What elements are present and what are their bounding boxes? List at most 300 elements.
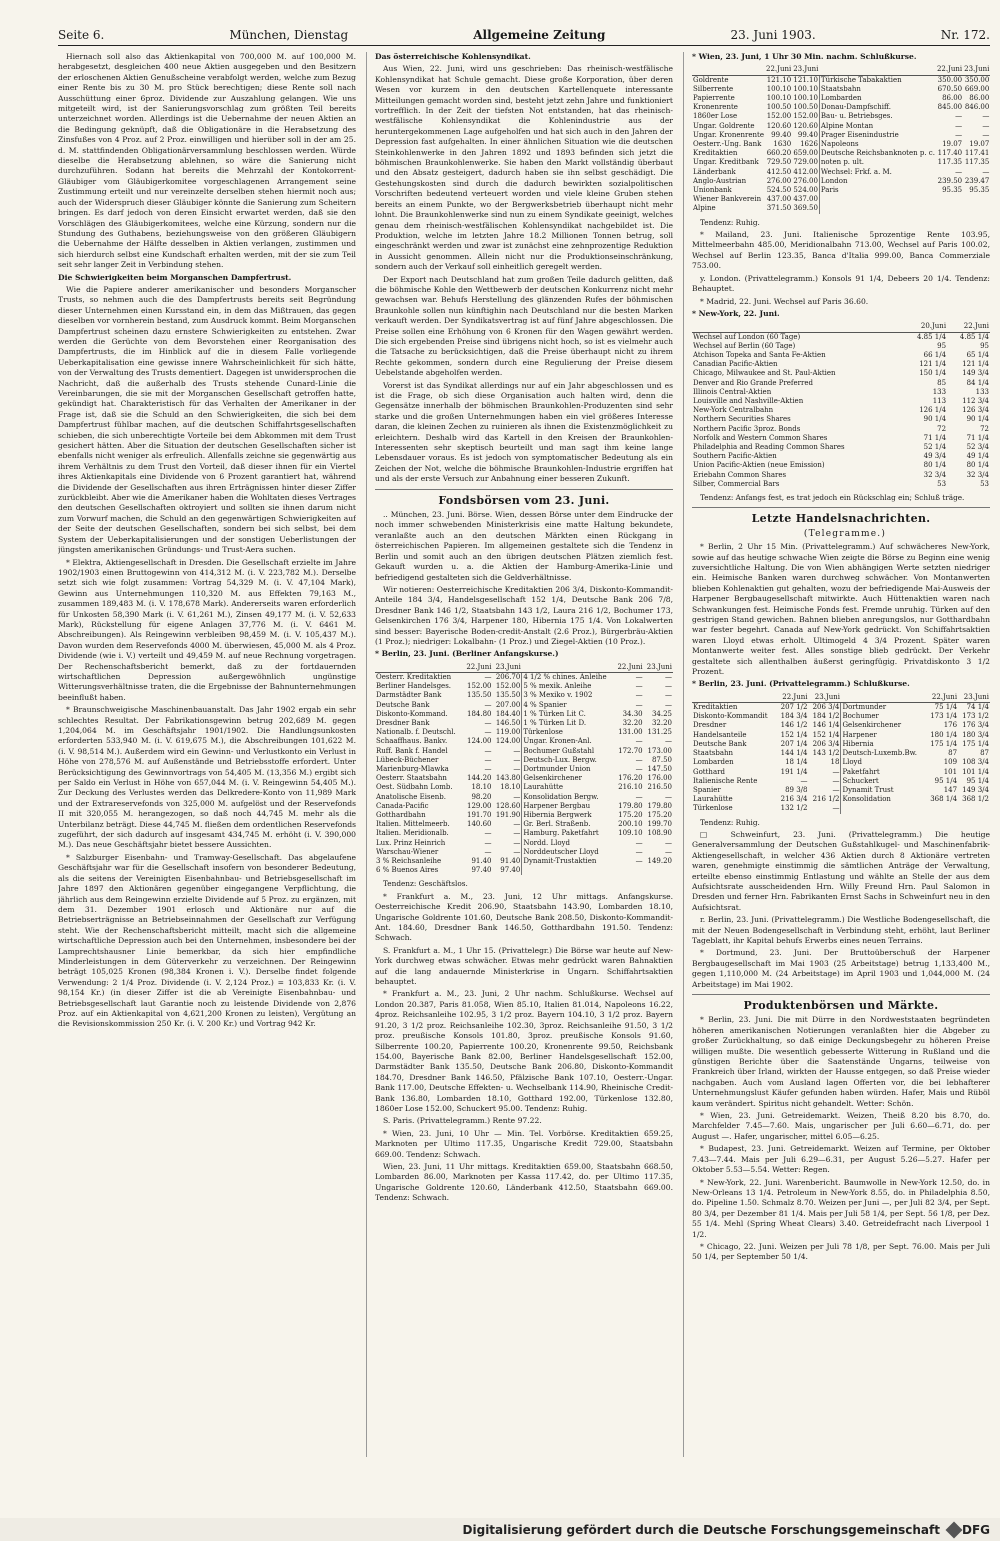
table-row (692, 452, 990, 461)
table-row (692, 342, 990, 351)
table-cell: 87 (948, 749, 958, 758)
table-cell: Gelsenkirchener (522, 774, 614, 783)
running-head (58, 28, 990, 46)
table-row (692, 804, 990, 813)
table-row (692, 768, 990, 777)
table-cell: 112 3/4 (962, 396, 989, 405)
table-cell: 412.00 (793, 167, 818, 176)
table-row (375, 719, 673, 728)
table-cell: 53 (980, 479, 989, 488)
table-cell: 146.50 (495, 718, 521, 727)
table-cell: Alpine (693, 204, 716, 213)
column-3 (683, 52, 990, 1457)
table-cell: Kreditaktien (693, 149, 738, 158)
table-cell: Gelsenkirchener (841, 721, 926, 730)
table-cell: — (635, 755, 643, 764)
table-cell: 149.20 (647, 857, 672, 866)
table-cell: 669.00 (964, 84, 990, 93)
table-cell: 71 1/4 (966, 433, 989, 442)
table-cell: — (635, 700, 643, 709)
table-cell: 199.70 (647, 820, 672, 829)
table-cell: 3 % Reichsanleihe (376, 857, 442, 866)
table-cell: 117.40 (937, 149, 963, 158)
table-cell: — (982, 121, 990, 130)
table-cell: Dortmunder (841, 703, 926, 713)
table-cell: 1626 (800, 140, 818, 149)
table-cell: Ungar. Kreditbank (693, 158, 759, 167)
table-cell: Silber, Commercial Bars (693, 479, 780, 488)
table-cell: 49 1/4 (966, 452, 989, 461)
table-row (692, 122, 990, 131)
article-text: Wir notieren: Oesterreichische Kreditaktien 206 3/4, Diskonto-Kommandit-Anteile 184 3/4, Handelsgesellschaft 152 1/4, Deutsche Bank 206 7/8, Dresdner Bank 146 1/2, Staatsbahn 143 1/2, Laura 216 1/2, Bochumer 173, Gelsenkirchen 176 3/4, Harpener 180, Hibernia 175 1/4. Von Lokalwerten sind besser: Bayerische Boden-credit-Anstalt (2.6 Proz.), Bürgerbräu-Aktien (1 Proz.); niedriger: Lokalbahn- (1 Proz.) und Ziegel-Aktien (10 Proz.). (375, 584, 673, 646)
table-cell: Silberrente (693, 84, 734, 93)
table-cell: 179.80 (618, 801, 643, 810)
table-cell: 100.10 (793, 84, 818, 93)
table-cell: Lübeck-Büchener (376, 755, 439, 764)
article-text: * Madrid, 22. Juni. Wechsel auf Paris 36.60. (700, 296, 869, 306)
table-cell: Türkische Tabakaktien (819, 75, 936, 85)
table-row (692, 351, 990, 360)
table-cell: 176.20 (618, 774, 643, 783)
table-cell: Konsolidation (841, 795, 926, 804)
table-cell: Konsolidation Bergw. (522, 793, 614, 802)
table-cell: 173 1/4 (930, 712, 958, 721)
issue-date: 23. Juni 1903. (730, 28, 816, 42)
table-cell: 369.50 (793, 204, 818, 213)
table-cell: 91.40 (471, 857, 492, 866)
article-text: Wien, 23. Juni, 11 Uhr mittags. Kreditaktien 659.00, Staatsbahn 668.50, Lombarden 86.00, Marknoten per Kassa 117.42, do. per Ultimo 117.35, Ungarische Goldrente 120.60, Länderbank 412.50, Staatsbahn 669.00. Tendenz: Schwach. (375, 1161, 673, 1203)
table-cell: 276.00 (793, 176, 818, 185)
table-cell: 121 1/4 (962, 360, 989, 369)
table-row (692, 777, 990, 786)
table-cell: 140.60 (467, 820, 492, 829)
table-row (375, 728, 673, 737)
table-header-cell (819, 65, 936, 75)
table-cell: 18 (830, 758, 840, 767)
table-cell: 184 1/2 (812, 712, 840, 721)
table-cell: 175 1/4 (930, 739, 958, 748)
table-cell: 184 3/4 (780, 712, 808, 721)
table-cell: Illinois Central-Aktien (693, 387, 772, 396)
table-cell: 120.60 (766, 121, 792, 130)
quote-table (692, 693, 990, 814)
table-cell: Wechsel auf Berlin (60 Tage) (693, 341, 796, 350)
table-cell: 32 3/4 (923, 470, 947, 479)
table-cell: 191 1/4 (780, 767, 808, 776)
table-cell: — (513, 764, 521, 773)
table-cell: Länderbank (693, 167, 736, 176)
table-cell: 18.10 (500, 783, 521, 792)
columns (58, 52, 990, 1457)
table-cell: 117.35 (964, 158, 990, 167)
table-header-cell: 23.Juni (644, 663, 673, 673)
table-cell: 65 1/4 (966, 350, 989, 359)
table-cell: 146 1/2 (780, 721, 808, 730)
table-cell: Gotthardbahn (376, 811, 426, 819)
table-cell: Prager Eisenindustrie (819, 131, 936, 140)
table-row (375, 811, 673, 820)
table-cell: Diskonto-Kommandit (693, 712, 768, 721)
article-text: * Dortmund, 23. Juni. Der Bruttoüberschuß der Harpener Bergbaugesellschaft im Mai 1903 (25 Arbeitstage) betrug 1,133,400 M., gegen 1,110,000 M. (24 Arbeitstage) im April 1903 und 1,044,000 M. (24 Arbeitstage) im Mai 1902. (692, 948, 990, 989)
table-row (375, 829, 673, 838)
table-cell: 120.60 (793, 121, 818, 130)
article-text: S. Paris. (Privattelegramm.) Rente 97.22. (383, 1116, 542, 1126)
table-cell: 99.40 (797, 130, 818, 139)
table-cell: 135.50 (495, 691, 521, 700)
table-cell: 207 1/4 (780, 739, 808, 748)
table-cell: Schuckert (841, 777, 926, 786)
table-row (692, 415, 990, 424)
table-row (692, 388, 990, 397)
table-header-cell: 22.Juni (766, 65, 792, 74)
table-cell: Wechsel: Frkf. a. M. (819, 168, 936, 177)
table-cell: 121.10 (766, 75, 792, 84)
table-cell: 1 % Türken Lit D. (522, 719, 614, 728)
table-cell: 126 3/4 (962, 406, 989, 415)
table-cell: 131.25 (647, 728, 672, 737)
table-cell: 66 1/4 (923, 350, 947, 359)
table-cell: Lombarden (693, 758, 734, 767)
table-cell: 1860er Lose (693, 112, 738, 121)
table-cell: 368 1/4 (930, 795, 958, 804)
table-cell (819, 204, 936, 213)
table-heading: * New-York, 22. Juni. (692, 308, 780, 318)
article-text: Der Export nach Deutschland hat zum großen Teile dadurch gelitten, daß die böhmische Kohle den Wettbewerb der deutschen Konkurrenz nicht mehr gewachsen war. Behufs Herstellung des glänzenden Rufes der böhmischen Braunkohle sollen nun künftighin nach Deutschland nur die besten Marken verkauft werden. Der Syndikatsvertrag ist auf fünf Jahre abgeschlossen. Die Preise sollen eine Erhöhung von 6 Kronen für den Wagen gewährt werden. Die sich ergebenden Preise sind übrigens nicht hoch, so ist es vielmehr auch die Tatsache zu berücksichtigen, daß die Preise überhaupt nicht zu ihrem Rechte gekommen, sondern durch eine Regulierung der Preise diesem Uebelstande abgeholfen werden. (375, 274, 673, 378)
table-cell: 216 3/4 (780, 795, 808, 804)
table-cell: 149 3/4 (962, 369, 989, 378)
table-row (375, 756, 673, 765)
table-cell: Bochumer Gußstahl (522, 747, 614, 756)
table-cell: 206.70 (495, 672, 521, 681)
table-cell: Spanier (693, 785, 721, 794)
table-cell: 437.00 (766, 195, 792, 204)
column-1 (58, 52, 356, 1457)
digitization-footer (0, 1518, 1000, 1541)
table-cell: Harpener Bergbau (522, 802, 614, 811)
tendency-note: Tendenz: Geschäftslos. (383, 879, 468, 889)
table-cell: 5 % mexik. Anleihe (522, 682, 614, 691)
article-text: * Frankfurt a. M., 23. Juni, 12 Uhr mittags. Anfangskurse. Oesterreichische Kredit 206.90, Staatsbahn 143.90, Lombarden 18.10, Ungarische Goldrente 101.60, Deutsche Bank 208.50, Diskonto-Kommandit-Ant. 184.60, Dresdner Bank 146.50, Gotthardbahn 191.50. Tendenz: Schwach. (375, 891, 673, 943)
table-cell: 71 1/4 (923, 433, 947, 442)
table-cell: 176 (943, 721, 958, 730)
table-cell: 4 % Spanier (522, 701, 614, 710)
table-cell: 19.07 (942, 140, 963, 149)
table-cell: 80 1/4 (923, 461, 947, 470)
table-row (692, 75, 990, 85)
table-cell: — (635, 682, 643, 691)
table-cell: Laurahütte (522, 783, 614, 792)
table-cell: Goldrente (693, 75, 729, 84)
table-cell: Wiener Bankverein (693, 195, 762, 204)
table-cell: 1 % Türken Lit C. (522, 710, 614, 719)
table-cell: 97.40 (471, 866, 492, 875)
table-cell: 437.00 (793, 195, 818, 204)
table-header-cell (692, 693, 777, 703)
table-cell: Hamburg. Paketfahrt (522, 829, 614, 838)
table-heading: * Wien, 23. Juni, 1 Uhr 30 Min. nachm. Schlußkurse. (692, 52, 917, 61)
table-cell: 87 (980, 749, 989, 758)
table-cell: — (955, 130, 963, 139)
table-cell: 179.80 (647, 801, 672, 810)
table-cell: — (513, 792, 521, 801)
table-cell: Dresdner (693, 721, 727, 730)
table-cell: 124.00 (467, 737, 492, 746)
table-header-cell: 22.Juni (926, 693, 958, 703)
table-header-cell (522, 663, 614, 673)
table-cell: Dortmunder Union (522, 765, 614, 774)
table-row (692, 332, 990, 342)
article-text: r. Berlin, 23. Juni. (Privattelegramm.) Die Westliche Bodengesellschaft, die mit der Neuen Bodengesellschaft in Verbindung steht, erhöht, laut Berliner Tageblatt, ihr Kapital behufs Erwerbs eines neuen Terrains. (692, 915, 990, 945)
table-cell: Oesterr. Kreditaktien (376, 672, 452, 681)
divider (692, 994, 990, 995)
table-row (692, 703, 990, 713)
table-cell: Lombarden (819, 94, 936, 103)
dfg-logo (948, 1523, 990, 1537)
table-cell: 4.85 1/4 (959, 332, 989, 341)
table-cell: 91.40 (500, 857, 521, 866)
table-cell: 180 3/4 (962, 730, 989, 739)
table-cell: — (665, 682, 672, 691)
table-cell: Chicago, Milwaukee and St. Paul-Aktien (693, 369, 836, 378)
table-cell: Ruff. Bank f. Handel (376, 746, 448, 755)
table-cell: 34.30 (622, 709, 643, 718)
table-cell (963, 204, 990, 213)
quote-table (375, 663, 673, 876)
table-cell: — (635, 838, 643, 847)
table-cell: 191.90 (495, 811, 521, 819)
tendency-note: Tendenz: Ruhig. (700, 217, 760, 227)
table-cell: Dresdner Bank (376, 718, 430, 727)
table-cell: 108.90 (647, 829, 672, 838)
article-text: * Mailand, 23. Juni. Italienische 5prozentige Rente 103.95, Mittelmeerbahn 485.00, Meridionalbahn 713.00, Wechsel auf Paris 100.02, Wechsel auf Berlin 123.35, Banca d'Italia 999.00, Banca Commerziale 753.00. (692, 230, 990, 271)
table-header-row (692, 65, 990, 75)
table-cell: 216 1/2 (812, 795, 840, 804)
table-cell: — (484, 746, 492, 755)
article-text: .. München, 23. Juni. Börse. Wien, dessen Börse unter dem Eindrucke der noch immer schwebenden Ministerkrisis eine matte Haltung bekundete, veranlaßte auch an den deutschen Märkten einen Rückgang in österreichischen Papieren. Im allgemeinen gestaltete sich die Tendenz in Berlin und somit auch an den übrigen deutschen Plätzen ziemlich fest. Gekauft wurden u. a. die Aktien der Hamburg-Amerika-Linie und befriedigend gestalteten sich die Geldverhältnisse. (375, 510, 673, 582)
article-text: * New-York, 22. Juni. Warenbericht. Baumwolle in New-York 12.50, do. in New-Orleans 13 1/4. Petroleum in New-York 8.55, do. in Philadelphia 8.50, do. Pipeline 1.50. Schmalz 8.70. Weizen per Juni —, per Juli 82 3/4, per Sept. 80 3/4, per Dezember 81 1/4. Mais per Juli 58 1/4, per Sept. 56 1/8, per Dez. 55 1/4. Mehl (Spring Wheat Clears) 3.40. Getreidefracht nach Liverpool 1 1/2. (692, 1177, 990, 1239)
table-cell: — (665, 691, 672, 700)
table-row (692, 360, 990, 369)
table-cell: Union Pacific-Aktien (neue Emission) (693, 461, 825, 470)
table-cell: noten p. ult. (819, 158, 936, 167)
table-cell: — (484, 718, 492, 727)
table-row (692, 379, 990, 388)
table-cell: Hibernia Bergwerk (522, 811, 614, 820)
table-cell: 206 3/4 (812, 739, 840, 748)
table-cell: 129.00 (467, 801, 492, 810)
table-cell: — (982, 130, 990, 139)
table-cell: 135.50 (467, 691, 492, 700)
table-cell: — (832, 785, 840, 794)
table-cell: 207.00 (495, 700, 521, 709)
table-cell (644, 866, 673, 875)
table-cell: — (635, 764, 643, 773)
table-cell: 121 1/4 (919, 360, 947, 369)
table-cell: 173.00 (647, 746, 672, 755)
tendency-note: Tendenz: Ruhig. (700, 817, 760, 827)
table-cell: 149 3/4 (962, 785, 989, 794)
section-heading: Fondsbörsen vom 23. Juni. (438, 493, 610, 507)
table-cell: 143 1/2 (812, 749, 840, 758)
table-cell: 152 1/4 (780, 730, 808, 739)
table-cell: 80 1/4 (966, 461, 989, 470)
table-cell: 72 (980, 424, 989, 433)
table-cell: Laurahütte (693, 795, 733, 804)
table-row (375, 802, 673, 811)
table-cell: — (955, 112, 963, 121)
table-cell: — (513, 755, 521, 764)
table-cell: 206 3/4 (812, 703, 840, 712)
table-cell (841, 804, 926, 813)
table-row (692, 149, 990, 158)
table-cell: Napoleons (819, 140, 936, 149)
table-cell: 53 (937, 479, 947, 488)
table-cell: 207 1/2 (780, 703, 808, 712)
table-cell: — (484, 755, 492, 764)
table-cell: Deutsche Bank (693, 739, 747, 748)
table-cell: 150 1/4 (919, 369, 947, 378)
article-text: y. London. (Privattelegramm.) Konsols 91 1/4, Debeers 20 1/4. Tendenz: Behauptet. (692, 273, 990, 294)
article-text: * Budapest, 23. Juni. Getreidemarkt. Weizen auf Termine, per Oktober 7.43—7.44. Mais per Juli 6.29—6.31, per August 5.26—5.27. Hafer per Oktober 5.53—5.54. Wetter: Regen. (692, 1144, 990, 1175)
table-header-cell (375, 663, 463, 673)
table-cell: — (955, 167, 963, 176)
table-header-cell: 22.Juni (614, 663, 643, 673)
table-cell: 32.20 (651, 718, 672, 727)
article-text: * Wien, 23. Juni, 10 Uhr — Min. Tel. Vorbörse. Kreditaktien 659.25, Marknoten per Ultimo 117.35, Ungarische Kredit 729.00, Staatsbahn 669.00. Tendenz: Schwach. (375, 1128, 673, 1159)
table-cell: 180 1/4 (930, 730, 958, 739)
table-cell: 4 1/2 % chines. Anleihe (522, 672, 614, 682)
table-cell: Bochumer (841, 712, 926, 721)
table-cell: Deutsch-Luxemb.Bw. (841, 749, 926, 758)
divider (692, 507, 990, 508)
table-row (692, 795, 990, 804)
table-cell: Louisville and Nashville-Aktien (693, 396, 804, 405)
table-cell (819, 195, 936, 204)
table-row (692, 103, 990, 112)
table-cell: — (832, 776, 840, 785)
table-cell: 86.00 (969, 94, 990, 103)
table-cell: 200.10 (618, 820, 643, 829)
table-cell: 371.50 (766, 204, 792, 213)
table-cell: Dynamit-Trustaktien (522, 857, 614, 866)
table-cell: Diskonto-Kommand. (376, 709, 448, 718)
table-cell: 1630 (773, 140, 792, 149)
table-cell: Oesterr. Staatsbahn (376, 774, 447, 783)
table-cell: 131.00 (618, 728, 643, 737)
table-cell: — (832, 804, 840, 813)
article-text: * Wien, 23. Juni. Getreidemarkt. Weizen, Theiß 8.20 bis 8.70, do. Marchfelder 7.45—7.60. Mais, ungarischer per Juli 6.60—6.71, do. per August —. Hafer, ungarischer, mittel 6.05—6.25. (692, 1111, 990, 1141)
table-row (375, 682, 673, 691)
table-cell: 100.50 (793, 103, 818, 112)
table-cell: 845.00 (937, 103, 963, 112)
table-row (692, 112, 990, 121)
table-cell: 147.50 (647, 764, 672, 773)
table-cell: — (800, 776, 808, 785)
table-cell: Paris (819, 186, 936, 195)
column-2 (366, 52, 673, 1457)
table-cell: 133 (975, 387, 989, 396)
table-cell: Kreditaktien (693, 703, 738, 712)
article-text: S. Frankfurt a. M., 1 Uhr 15. (Privattelegr.) Die Börse war heute auf New-York durchweg etwas schwächer. Etwas mehr gedrückt waren Bahnaktien auf die lang andauernde Ministerkrise in Ungarn. Schiffahrtsaktien behauptet. (375, 945, 673, 987)
table-cell: 173 1/2 (962, 712, 989, 721)
table-cell: Philadelphia and Reading Common Shares (693, 442, 845, 451)
table-row (692, 731, 990, 740)
table-cell: 524.50 (766, 186, 792, 195)
table-cell: Northern Securities Shares (693, 415, 791, 424)
table-cell: Warschau-Wiener (376, 847, 439, 856)
table-cell: Marienburg-Mlawka (376, 764, 449, 773)
table-cell: 97.40 (500, 866, 521, 875)
table-cell: Kronenrente (693, 103, 738, 112)
table-cell: 4.85 1/4 (916, 332, 947, 341)
table-cell: 659.00 (793, 149, 818, 158)
table-row (692, 406, 990, 415)
table-cell: Gotthard (693, 767, 725, 776)
table-cell: Nationalb. f. Deutschl. (376, 728, 456, 737)
article-text: * Berlin, 2 Uhr 15 Min. (Privattelegramm.) Auf schwächeres New-York, sowie auf das heutige schwache Wien zeigte die Börse zu Beginn eine wenig zuversichtliche Haltung. Die von Wien abhängigen Werte setzten niedriger ein. Heimische Banken waren durchweg schwächer. Von Montanwerten blieben Kohlenaktien gut gehalten, wozu der befriedigende Mai-Ausweis der Harpener Bergbaugesellschaft mitwirkte. Auch Hüttenaktien waren nach Schwankungen fest. Heimische Fonds fest. Fremde unruhig. Türken auf den gestrigen Stand gewichen. Bahnen blieben anregungslos, nur Gotthardbahn war fester begehrt. Canada auf New-York gedrückt. Von Schiffahrtsaktien waren Lloyd etwas erholt. Ultimogeld 4 3/4 Prozent. Später waren Montanwerte weiter fest. Alles sonstige blieb gedrückt. Der Verkehr gestaltete sich allenthalben äußerst geringfügig. Privatdiskonto 3 1/2 Prozent. (692, 542, 990, 677)
table-cell: London (819, 177, 936, 186)
table-row (375, 691, 673, 700)
table-cell: 172.70 (618, 746, 643, 755)
table-cell: — (665, 700, 672, 709)
table-cell: 109.10 (618, 829, 643, 838)
table-cell: — (513, 820, 521, 829)
table-cell: 3 % Mexiko v. 1902 (522, 691, 614, 700)
table-header-cell (841, 693, 926, 703)
table-cell: Papierrente (693, 94, 735, 103)
table-row (692, 758, 990, 767)
table-cell: 146 1/4 (812, 721, 840, 730)
funding-note: Digitalisierung gefördert durch die Deutsche Forschungsgemeinschaft (462, 1522, 940, 1537)
table-cell: Unionbank (693, 186, 732, 195)
table-heading: * Berlin, 23. Juni. (Privattelegramm.) Schlußkurse. (692, 679, 910, 689)
table-cell: Dynamit Trust (841, 786, 926, 795)
table-cell: Harpener (841, 731, 926, 740)
table-cell: 184.40 (495, 709, 521, 718)
table-cell: 176.00 (647, 774, 672, 783)
table-cell: Staatsbahn (819, 85, 936, 94)
table-cell: 98.20 (471, 792, 492, 801)
table-cell: — (665, 737, 672, 746)
table-cell: Nordd. Lloyd (522, 839, 614, 848)
table-cell: 276.00 (766, 176, 792, 185)
table-cell: 100.10 (766, 94, 792, 103)
table-row (692, 749, 990, 758)
table-cell: 32.20 (622, 718, 643, 727)
table-cell: 175.20 (618, 811, 643, 819)
table-row (375, 820, 673, 829)
table-row (692, 168, 990, 177)
table-cell: Handelsanteile (693, 730, 747, 739)
article-heading: Das österreichische Kohlensyndikat. (375, 52, 531, 61)
table-cell: Schaaffhaus. Bankv. (376, 737, 448, 746)
table-row (692, 397, 990, 406)
table-cell: 18 1/4 (785, 758, 808, 767)
table-cell: 126 1/4 (919, 406, 947, 415)
table-cell: 152.00 (495, 682, 521, 691)
table-cell: — (484, 838, 492, 847)
table-row (692, 480, 990, 489)
table-cell: 101 1/4 (962, 767, 989, 776)
place-day: München, Dienstag (229, 28, 349, 42)
table-cell: Anglo-Austrian (693, 176, 747, 185)
table-cell: 368 1/2 (962, 795, 989, 804)
table-cell: 412.50 (766, 167, 792, 176)
table-header-cell: 23.Juni (793, 65, 819, 74)
table-cell: Gr. Berl. Straßenb. (522, 820, 614, 829)
section-heading: Produktenbörsen und Märkte. (743, 999, 939, 1013)
table-cell: — (484, 764, 492, 773)
